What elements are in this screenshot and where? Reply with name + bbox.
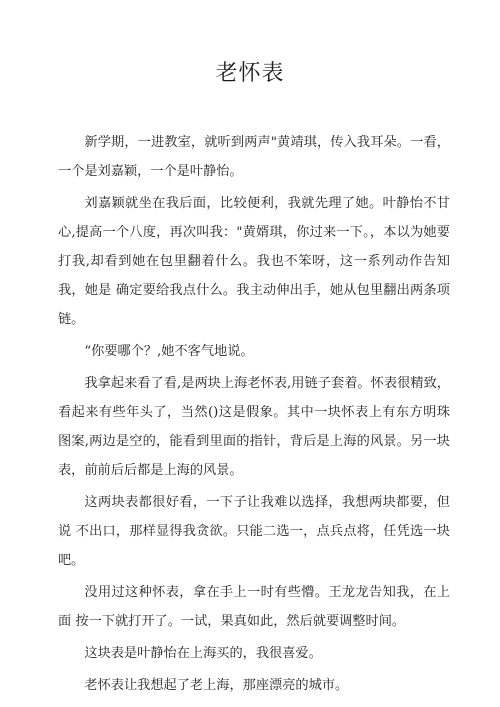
paragraph: 没用过这种怀表，拿在手上一时有些懵。王龙龙告知我，在上面 按一下就打开了。一试，果真如此，然后就要调整时间。 (58, 585, 450, 629)
paragraph: 刘嘉颖就坐在我后面，比较便利，我就先理了她。叶静怡不甘心,提高一个八度，再次叫我："黄婿琪，你过来一下。，本以为她要打我,却看到她在包里翻着什么。我也不笨呀，这一系列动作告知我，她是 确定要给我点什么。我主动伸出手，她从包里翻出两条项链。 (58, 196, 450, 327)
paragraph: 老怀表让我想起了老上海，那座漂亮的城市。 (84, 678, 349, 693)
paragraph: 这两块表都很好看，一下子让我难以选择，我想两块都要，但说 不出口，那样显得我贪欲。只能二选一，点兵点将，任凭选一块吧。 (58, 495, 450, 568)
paragraph: 我拿起来看了看,是两块上海老怀表,用链子套着。怀表很精致， 看起来有些年头了，当然()这是假象。其中一块怀表上有东方明珠 图案,两边是空的，能看到里面的指针，背后是上海的风景。另一块 表，前前后后都是上海的风景。 (58, 376, 450, 478)
document-body (58, 128, 450, 703)
paragraph: 新学期，一进教室，就听到两声"黄靖琪，传入我耳朵。一看，一个是刘嘉颖，一个是叶静怡。 (58, 135, 450, 179)
document-title: 老怀表 (215, 61, 285, 86)
paragraph: 这块表是叶静怡在上海买的，我很喜爱。 (84, 646, 322, 661)
paragraph: “你要哪个？,她不客气地说。 (84, 344, 254, 359)
